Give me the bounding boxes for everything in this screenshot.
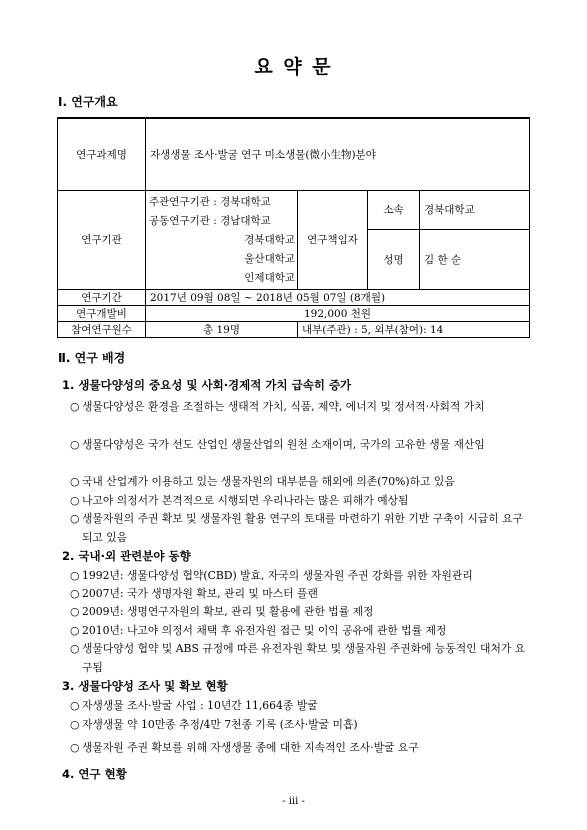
list-item: ○ 나고야 의정서가 본격적으로 시행되면 우리나라는 많은 피해가 예상됨 [70, 494, 409, 507]
list-item: ○ 2010년: 나고야 의정서 채택 후 유전자원 접근 및 이익 공유에 관한 법률 제정 [70, 624, 447, 637]
pi-label: 연구책임자 [298, 190, 368, 289]
main-org: 주관연구기관 : 경북대학교 [149, 195, 271, 208]
list-item: ○ 국내 산업계가 이용하고 있는 생물자원의 대부분을 해외에 의존(70%)하고 있음 [70, 475, 455, 488]
section-heading-background: Ⅱ. 연구 배경 [58, 351, 126, 365]
list-item: ○ 1992년: 생물다양성 협약(CBD) 발효, 자국의 생물자원 주권 강화를 위한 자원관리 [70, 569, 473, 582]
subsection-heading: 1. 생물다양성의 중요성 및 사회·경제적 가치 급속히 증가 [62, 378, 352, 392]
staff-label: 참여연구원수 [58, 321, 146, 337]
org-list [146, 190, 298, 289]
subsection-heading: 2. 국내·외 관련분야 동향 [62, 549, 191, 563]
budget-label: 연구개발비 [58, 305, 146, 321]
period-label: 연구기간 [58, 289, 146, 305]
staff-breakdown: 내부(주관) : 5, 외부(참여): 14 [298, 321, 530, 337]
list-item: ○ 생물다양성은 국가 선도 산업인 생물산업의 원천 소재이며, 국가의 고유한 생물 재산임 [70, 438, 485, 451]
page-number: - iii - [282, 796, 305, 807]
list-item: ○ 자생생물 약 10만종 추정/4만 7천종 기록 (조사·발굴 미흡) [70, 718, 358, 731]
list-item: ○ 생물자원 주권 확보를 위해 자생생물 종에 대한 지속적인 조사·발굴 요구 [70, 741, 419, 754]
affil-value: 경북대학교 [420, 190, 530, 229]
project-label: 연구과제명 [58, 118, 146, 190]
subsection-heading: 4. 연구 현황 [62, 767, 127, 781]
name-label: 성명 [368, 229, 420, 289]
list-item: ○ 자생생물 조사·발굴 사업 : 10년간 11,664종 발굴 [70, 699, 318, 712]
co-org-item: 경북대학교 [244, 233, 295, 246]
list-item: ○ 생물자원의 주권 확보 및 생물자원 활용 연구의 토대를 마련하기 위한 기반 구축이 시급히 요구되고 있음 [70, 512, 523, 544]
period-value: 2017년 09월 08일 ~ 2018년 05월 07일 (8개월) [146, 289, 530, 305]
subsection-heading: 3. 생물다양성 조사 및 확보 현황 [62, 679, 228, 693]
page-title: 요 약 문 [254, 56, 333, 78]
section-heading-overview: Ⅰ. 연구개요 [58, 95, 118, 109]
name-value: 김 한 순 [420, 229, 530, 289]
list-item: ○ 2007년: 국가 생명자원 확보, 관리 및 마스터 플랜 [70, 587, 318, 600]
list-item: ○ 생물다양성 협약 및 ABS 규정에 따른 유전자원 확보 및 생물자원 주권화에 능동적인 대처가 요구됨 [70, 642, 526, 674]
co-org-item: 울산대학교 [244, 252, 295, 265]
overview-table [57, 117, 530, 338]
org-label: 연구기관 [58, 190, 146, 289]
list-item: ○ 2009년: 생명연구자원의 확보, 관리 및 활용에 관한 법률 제정 [70, 605, 374, 618]
staff-total: 총 19명 [146, 321, 298, 337]
project-value: 자생생물 조사·발굴 연구 미소생물(微小生物)분야 [146, 118, 530, 190]
co-org-first: 공동연구기관 : 경남대학교 [149, 214, 271, 227]
budget-value: 192,000 천원 [146, 305, 530, 321]
affil-label: 소속 [368, 190, 420, 229]
list-item: ○ 생물다양성은 환경을 조절하는 생태적 가치, 식품, 제약, 에너지 및 정서적·사회적 가치 [70, 400, 485, 413]
co-org-item: 인제대학교 [244, 271, 295, 284]
